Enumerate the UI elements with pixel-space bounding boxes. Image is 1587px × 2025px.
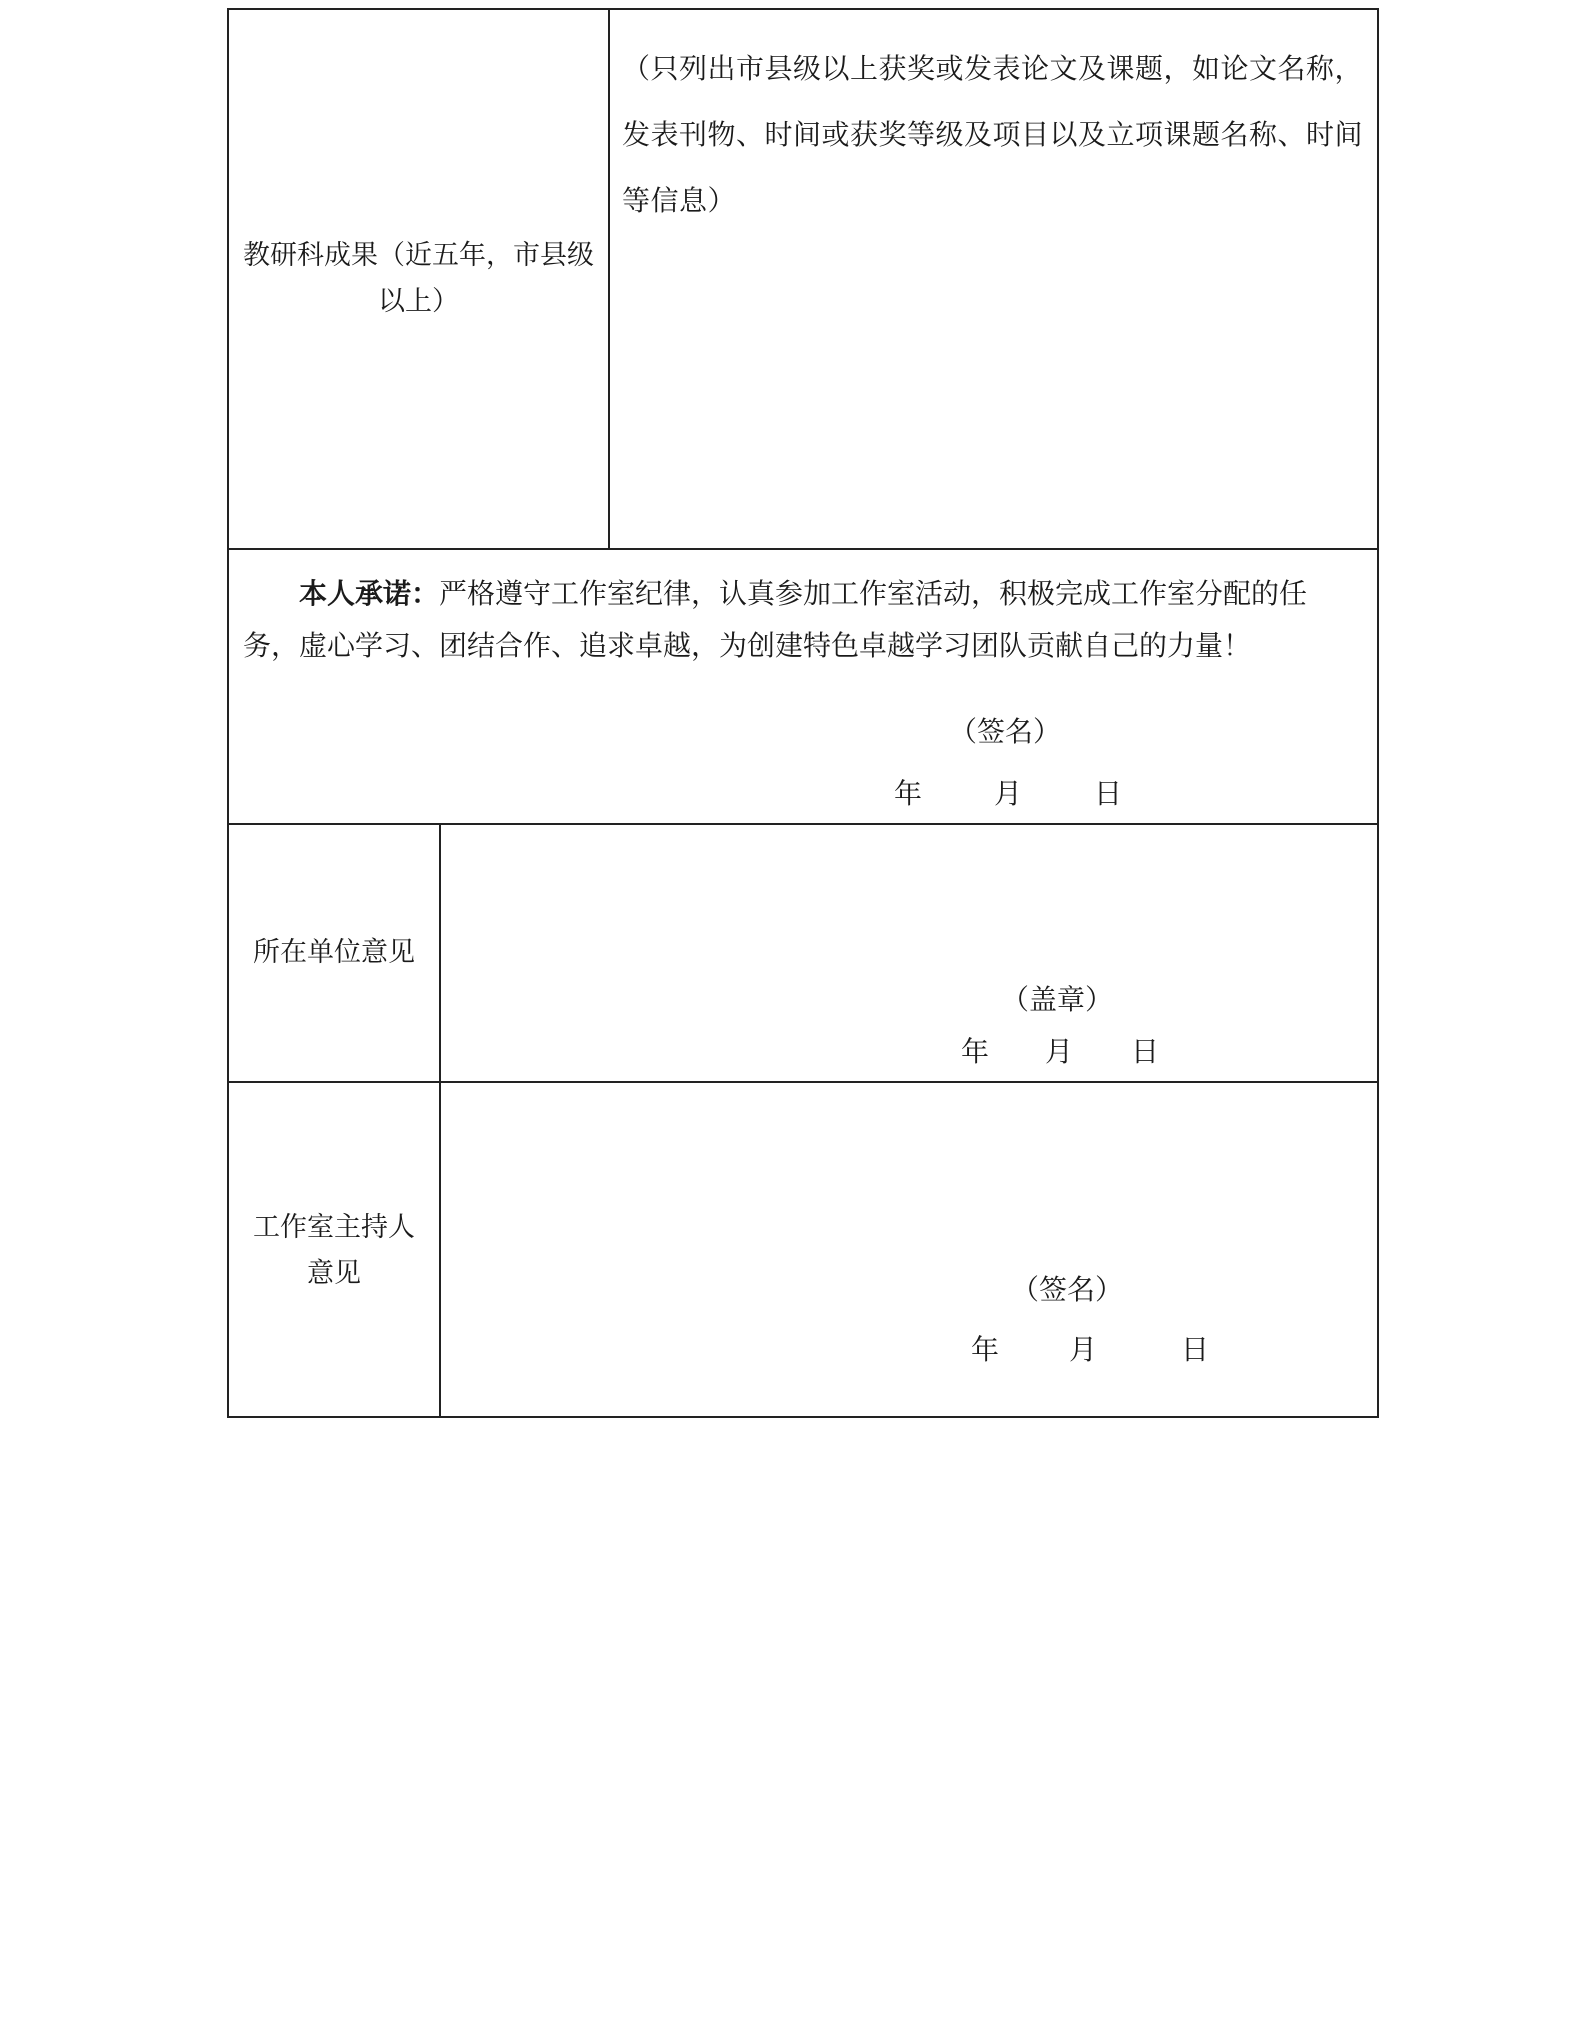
host-opinion-field[interactable] xyxy=(441,1083,1377,1418)
unit-seal-label: （盖章） xyxy=(1001,983,1114,1016)
pledge-row xyxy=(229,550,1377,825)
host-opinion-label: 工作室主持人意见 xyxy=(229,1083,441,1418)
pledge-signature-field[interactable]: （签名） xyxy=(949,715,1062,748)
pledge-date[interactable] xyxy=(894,772,1122,812)
host-opinion-date[interactable] xyxy=(971,1328,1209,1368)
application-form-table xyxy=(227,8,1379,1418)
research-label: 教研科成果（近五年，市县级以上） xyxy=(229,10,610,548)
pledge-date-year: 年 xyxy=(894,777,923,810)
research-row xyxy=(229,10,1377,550)
pledge-paragraph xyxy=(243,568,1363,672)
unit-date-day: 日 xyxy=(1131,1035,1160,1068)
unit-opinion-date[interactable] xyxy=(961,1030,1159,1070)
unit-opinion-row xyxy=(229,825,1377,1083)
research-content-field[interactable] xyxy=(610,10,1377,548)
pledge-lead: 本人承诺： xyxy=(299,577,440,610)
pledge-date-month: 月 xyxy=(994,777,1023,810)
research-note: （只列出市县级以上获奖或发表论文及课题，如论文名称，发表刊物、时间或获奖等级及项目以及立项课题名称、时间等信息） xyxy=(622,52,1364,217)
host-opinion-row xyxy=(229,1083,1377,1418)
unit-opinion-field[interactable] xyxy=(441,825,1377,1081)
pledge-date-day: 日 xyxy=(1094,777,1123,810)
host-date-day: 日 xyxy=(1181,1333,1210,1366)
unit-date-month: 月 xyxy=(1045,1035,1074,1068)
host-signature-label: （签名） xyxy=(1011,1273,1124,1306)
pledge-body: 严格遵守工作室纪律，认真参加工作室活动，积极完成工作室分配的任务，虚心学习、团结合作、追求卓越，为创建特色卓越学习团队贡献自己的力量！ xyxy=(243,577,1308,662)
host-date-year: 年 xyxy=(971,1333,1000,1366)
unit-opinion-label: 所在单位意见 xyxy=(229,825,441,1081)
host-date-month: 月 xyxy=(1069,1333,1098,1366)
unit-date-year: 年 xyxy=(961,1035,990,1068)
